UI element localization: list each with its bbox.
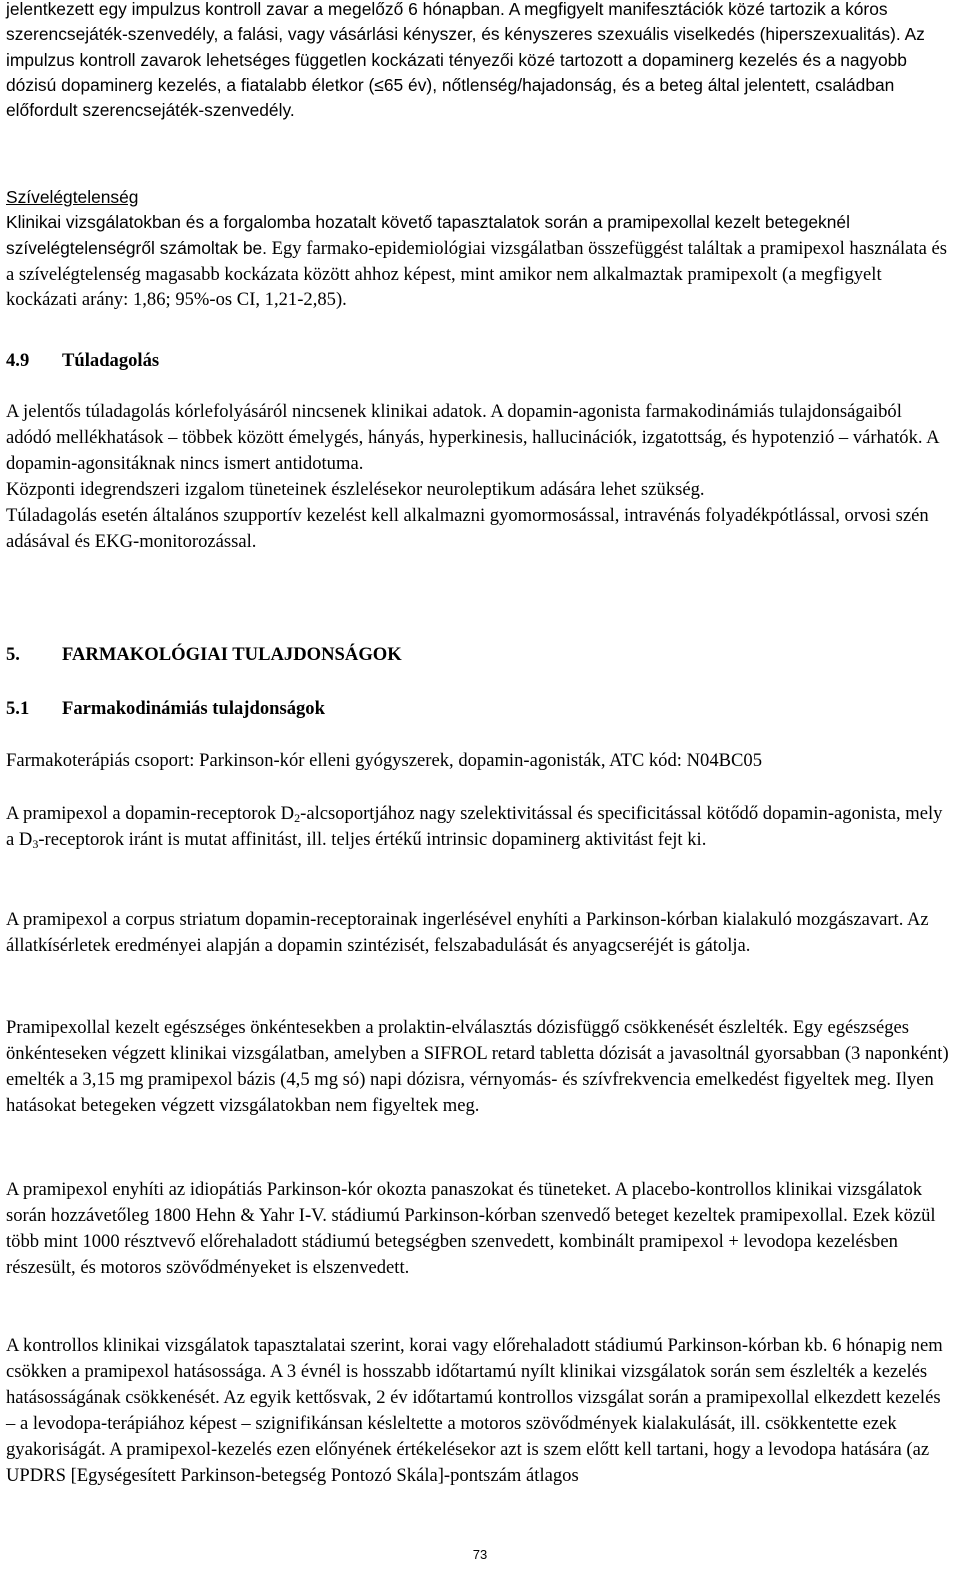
- section-5-1-number: 5.1: [6, 698, 30, 719]
- receptor-text-a: A pramipexol a dopamin-receptorok D: [6, 803, 295, 824]
- overdose-paragraph-3: Túladagolás esetén általános szupportív kezelést kell alkalmazni gyomormosással, intravénás folyadékpótlással, orvosi szén adásával és EKG-monitorozással.: [6, 504, 929, 552]
- prolactin-paragraph: Pramipexollal kezelt egészséges önkéntesekben a prolaktin-elválasztás dózisfüggő csökkenését észlelték. Egy egészséges önkénteseken végzett klinikai vizsgálatban, amelyben a SIFROL retard tabletta dózisát a javasoltnál gyorsabban (3 naponként) emelték a 3,15 mg pramipexol bázis (4,5 mg só) napi dózisra, vérnyomás- és szívfrekvencia emelkedést figyeltek meg. Ilyen hatásokat betegeken végzett vizsgálatokban nem figyeltek meg.: [6, 1017, 949, 1116]
- section-5-1-heading: [6, 696, 325, 722]
- receptor-paragraph: [6, 801, 951, 853]
- receptor-subscript-d3: 3: [32, 836, 39, 851]
- section-5-title: FARMAKOLÓGIAI TULAJDONSÁGOK: [62, 644, 402, 665]
- section-5-heading: [6, 642, 402, 668]
- receptor-text-b: -alcsoportjához nagy szelektivitással és specificitással kötődő dopamin-agonista, mely a D: [6, 803, 943, 850]
- section-5-number: 5.: [6, 644, 20, 665]
- heart-failure-title: Szívelégtelenség: [6, 187, 139, 207]
- receptor-subscript-d2: 2: [294, 811, 301, 825]
- section-4-9-title: Túladagolás: [62, 350, 160, 371]
- heart-failure-text-a: Klinikai vizsgálatokban és a forgalomba hozatalt követő tapasztalatok során a pramipexollal kezelt betegeknél szívelégtelenségről számoltak be.: [6, 212, 850, 258]
- section-4-9-number: 4.9: [6, 350, 30, 371]
- overdose-paragraph-2: Központi idegrendszeri izgalom tüneteinek észlelésekor neuroleptikum adására lehet szükség.: [6, 478, 705, 500]
- controlled-trials-paragraph: A kontrollos klinikai vizsgálatok tapasztalatai szerint, korai vagy előrehaladott stádiumú Parkinson-kórban kb. 6 hónapig nem csökken a pramipexol hatásossága. A 3 évnél is hosszabb időtartamú nyílt klinikai vizsgálatok során sem észlelték a kezelés hatásosságának csökkenését. Az egyik kettősvak, 2 év időtartamú kontrollos vizsgálat során a pramipexollal elkezdett kezelés – a levodopa-terápiához képest – szignifikánsan késleltette a motoros szövődmények kialakulását, ill. csökkentette ezek gyakoriságát. A pramipexol-kezelés ezen előnyének értékelésekor azt is szem előtt kell tartani, hogy a levodopa hatására (az UPDRS [Egységesített Parkinson-betegség Pontozó Skála]-pontszám átlagos: [6, 1335, 943, 1486]
- receptor-text-c: -receptorok iránt is mutat affinitást, ill. teljes értékű intrinsic dopaminerg aktivitást fejt ki.: [38, 828, 707, 850]
- intro-paragraph: jelentkezett egy impulzus kontroll zavar a megelőző 6 hónapban. A megfigyelt manifesztációk közé tartozik a kóros szerencsejáték-szenvedély, a falási, vagy vásárlási kényszer, és kényszeres szexuális viselkedés (hiperszexualitás). Az impulzus kontroll zavarok lehetséges független kockázati tényezői közé tartozott a dopaminerg kezelés és a nagyobb dózisú dopaminerg kezelés, a fiatalabb életkor (≤65 év), nőtlenség/hajadonság, és a beteg által jelentett, családban előfordult szerencsejáték-szenvedély.: [6, 0, 925, 121]
- heart-failure-block: [6, 185, 951, 313]
- page-number: 73: [472, 1547, 488, 1562]
- pharmacotherapeutic-group: Farmakoterápiás csoport: Parkinson-kór elleni gyógyszerek, dopamin-agonisták, ATC kód: N04BC05: [6, 750, 763, 771]
- section-5-1-title: Farmakodinámiás tulajdonságok: [62, 698, 325, 719]
- striatum-paragraph: A pramipexol a corpus striatum dopamin-receptorainak ingerlésével enyhíti a Parkinson-kórban kialakuló mozgászavart. Az állatkísérletek eredményei alapján a dopamin szintézisét, felszabadulását és anyagcseréjét is gátolja.: [6, 909, 929, 956]
- section-4-9-heading: [6, 348, 159, 374]
- overdose-paragraph-1: A jelentős túladagolás kórlefolyásáról nincsenek klinikai adatok. A dopamin-agonista farmakodinámiás tulajdonságaiból adódó mellékhatások – többek között émelygés, hányás, hyperkinesis, hallucinációk, izgatottság, és hypotenzió – várhatók. A dopamin-agonsitáknak nincs ismert antidotuma.: [6, 401, 939, 474]
- heart-failure-text-b: Egy farmako-epidemiológiai vizsgálatban összefüggést találtak a pramipexol használata és a szívelégtelenség magasabb kockázata között ahhoz képest, mint amikor nem alkalmaztak pramipexolt (a megfigyelt kockázati arány: 1,86; 95%-os CI, 1,21-2,85).: [6, 237, 947, 311]
- heart-failure-paragraph: [6, 210, 951, 313]
- overdose-block: [6, 399, 951, 554]
- idiopathic-paragraph: A pramipexol enyhíti az idiopátiás Parkinson-kór okozta panaszokat és tüneteket. A placebo-kontrollos klinikai vizsgálatok során hozzávetőleg 1800 Hehn & Yahr I-V. stádiumú Parkinson-kórban szenvedő beteget kezeltek pramipexollal. Ezek közül több mint 1000 résztvevő előrehaladott stádiumú betegségben szenvedett, kombinált pramipexol + levodopa kezelésben részesült, és motoros szövődményeket is elszenvedett.: [6, 1179, 936, 1278]
